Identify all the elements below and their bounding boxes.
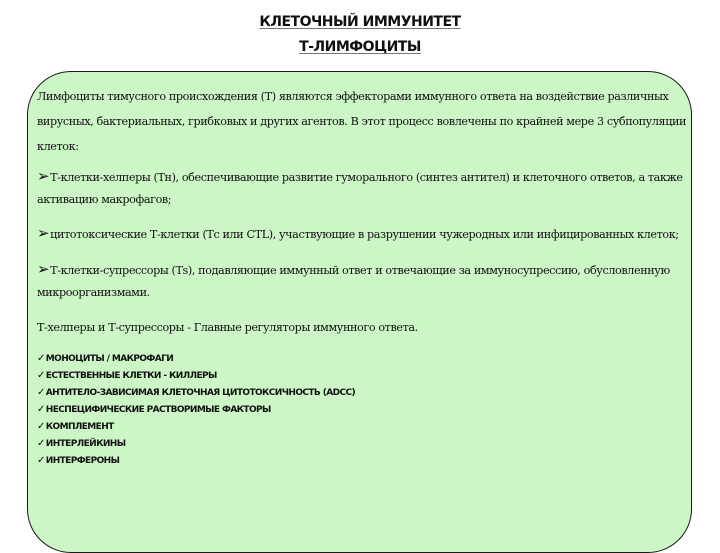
checklist-item: ✓МОНОЦИТЫ / МАКРОФАГИ — [37, 353, 174, 364]
checkmark-icon: ✓ — [37, 370, 45, 381]
page-title — [0, 10, 720, 60]
checkmark-icon: ✓ — [37, 387, 45, 398]
checklist-item: ✓НЕСПЕЦИФИЧЕСКИЕ РАСТВОРИМЫЕ ФАКТОРЫ — [37, 404, 271, 415]
checklist-item: ✓ИНТЕРЛЕЙКИНЫ — [37, 438, 126, 449]
title-line-1: КЛЕТОЧНЫЙ ИММУНИТЕТ — [259, 14, 461, 30]
bullet-item-helpers — [37, 167, 697, 211]
checkmark-icon: ✓ — [37, 421, 45, 432]
checklist-item: ✓ЕСТЕСТВЕННЫЕ КЛЕТКИ - КИЛЛЕРЫ — [37, 370, 217, 381]
arrow-bullet-icon: ➢ — [37, 167, 50, 185]
title-line-2: Т-ЛИМФОЦИТЫ — [299, 39, 421, 55]
checklist-item: ✓ИНТЕРФЕРОНЫ — [37, 455, 120, 466]
content-body — [37, 84, 697, 469]
checkmark-icon: ✓ — [37, 455, 45, 466]
intro-paragraph: Лимфоциты тимусного происхождения (Т) являются эффекторами иммунного ответа на воздействие различных вирусных, бактериальных, грибковых и других агентов. В этот процесс вовлечены по крайней мере 3 субпопуляции клеток: — [37, 90, 687, 153]
checkmark-icon: ✓ — [37, 353, 45, 364]
arrow-bullet-icon: ➢ — [37, 260, 50, 278]
checkmark-icon: ✓ — [37, 438, 45, 449]
bullet-item-cytotoxic — [37, 224, 697, 246]
checklist-item: ✓КОМПЛЕМЕНТ — [37, 421, 114, 432]
checklist-item: ✓АНТИТЕЛО-ЗАВИСИМАЯ КЛЕТОЧНАЯ ЦИТОТОКСИЧНОСТЬ (ADCC) — [37, 387, 355, 398]
summary-text: Т-хелперы и Т-супрессоры - Главные регуляторы иммунного ответа. — [37, 321, 418, 334]
arrow-bullet-icon: ➢ — [37, 224, 50, 242]
bullet-item-suppressors — [37, 260, 697, 304]
bullet-text: Т-клетки-супрессоры (Тs), подавляющие иммунный ответ и отвечающие за иммуносупрессию, обусловленную микроорганизмами. — [37, 264, 670, 299]
checkmark-icon: ✓ — [37, 404, 45, 415]
bullet-text: Т-клетки-хелперы (Тн), обеспечивающие развитие гуморального (синтез антител) и клеточного ответов, а также активацию макрофагов; — [37, 171, 683, 206]
bullet-text: цитотоксические Т-клетки (Тс или CTL), участвующие в разрушении чужеродных или инфицированных клеток; — [50, 228, 679, 241]
checklist — [37, 350, 697, 469]
